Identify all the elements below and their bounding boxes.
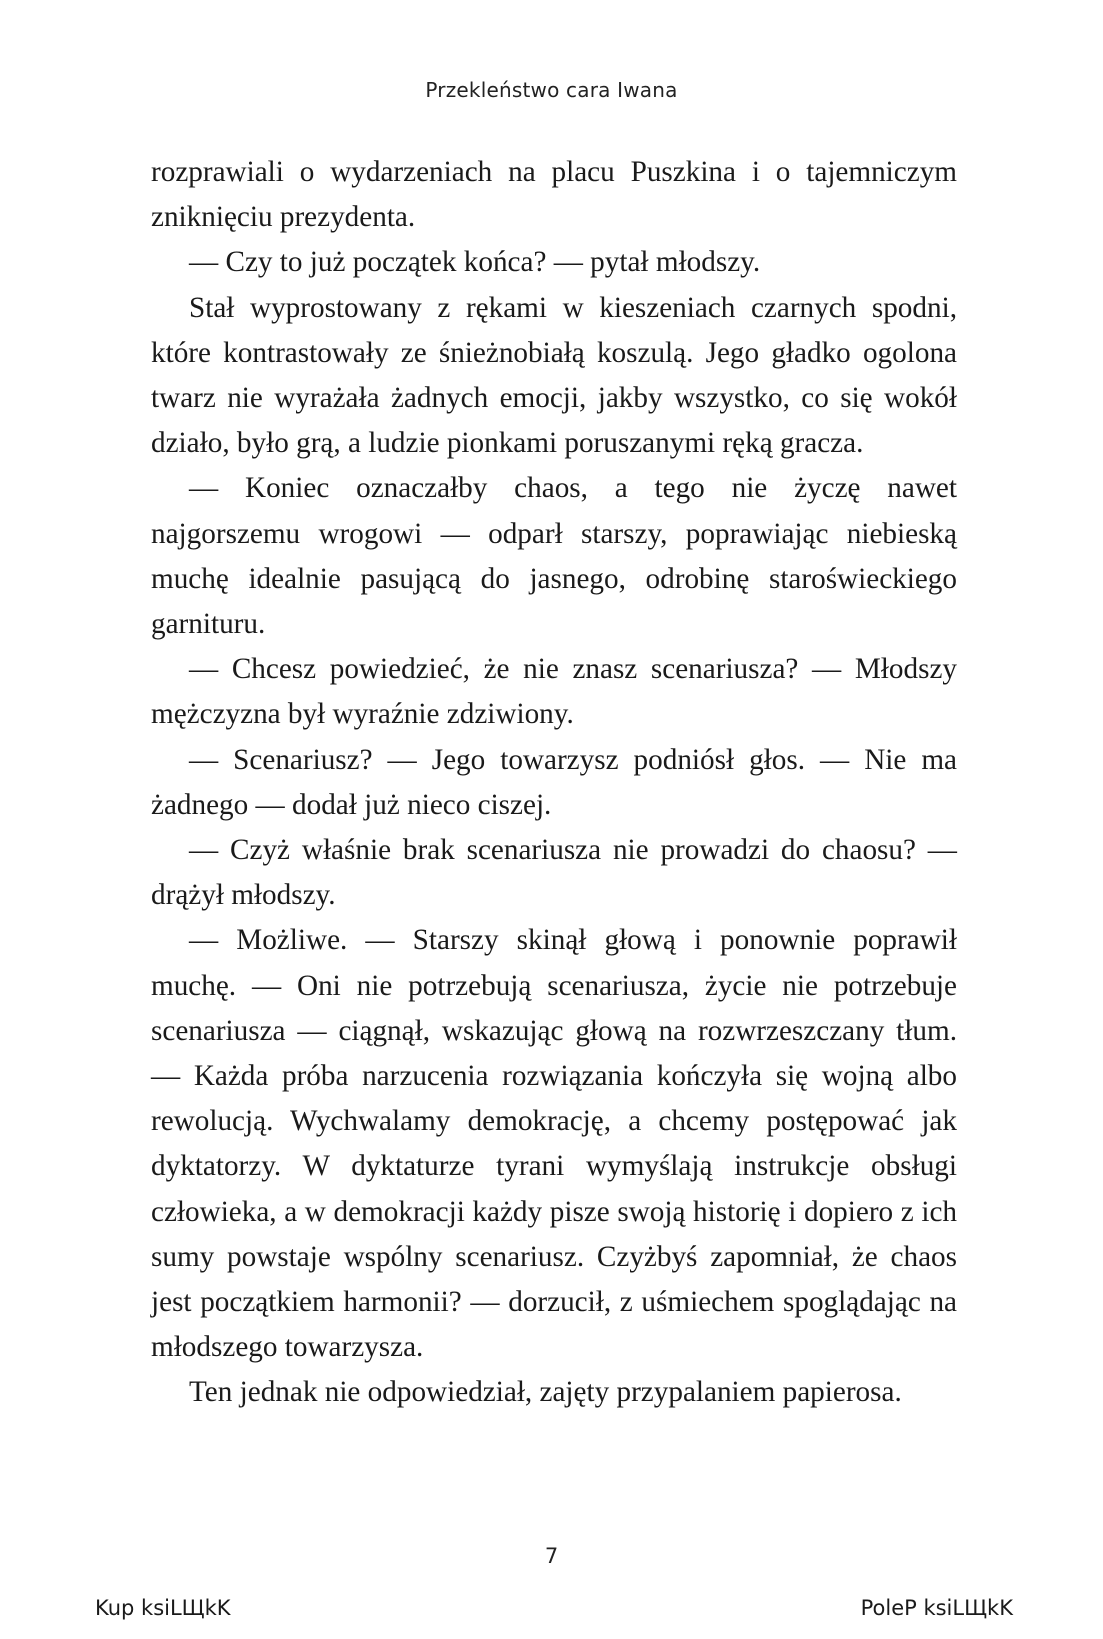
paragraph-5: — Chcesz powiedzieć, że nie znasz scenariusza? — Młodszy mężczyzna był wyraźnie zdziwiony. xyxy=(151,653,957,731)
page-body-text xyxy=(151,150,957,1416)
buy-book-link[interactable]: Kup ksiLЩkK xyxy=(95,1596,231,1620)
paragraph-8: — Możliwe. — Starszy skinął głową i ponownie poprawił muchę. — Oni nie potrzebują scenariusza, życie nie potrzebuje scenariusza — ciągnął, wskazując głową na rozwrzeszczany tłum. — Każda próba narzucenia rozwiązania kończyła się wojną albo rewolucją. Wychwalamy demokrację, a chcemy postępować jak dyktatorzy. W dyktaturze tyrani wymyślają instrukcje obsługi człowieka, a w demokracji każdy pisze swoją historię i dopiero z ich sumy powstaje wspólny scenariusz. Czyżbyś zapomniał, że chaos jest początkiem harmonii? — dorzucił, z uśmiechem spoglądając na młodszego towarzysza. xyxy=(151,924,957,1364)
recommend-book-link[interactable]: PoleP ksiLЩkK xyxy=(860,1596,1013,1620)
running-header-title: Przekleństwo cara Iwana xyxy=(425,78,678,102)
paragraph-3: Stał wyprostowany z rękami w kieszeniach czarnych spodni, które kontrastowały ze śnieżnobiałą koszulą. Jego gładko ogolona twarz nie wyrażała żadnych emocji, jakby wszystko, co się wokół działo, było grą, a ludzie pionkami poruszanymi ręką gracza. xyxy=(151,291,957,460)
paragraph-6: — Scenariusz? — Jego towarzysz podniósł głos. — Nie ma żadnego — dodał już nieco ciszej. xyxy=(151,743,957,821)
paragraph-2: — Czy to już początek końca? — pytał młodszy. xyxy=(189,246,761,279)
paragraph-7: — Czyż właśnie brak scenariusza nie prowadzi do chaosu? — drążył młodszy. xyxy=(151,834,957,912)
paragraph-1: rozprawiali o wydarzeniach na placu Puszkina i o tajemniczym zniknięciu prezydenta. xyxy=(151,156,957,234)
paragraph-4: — Koniec oznaczałby chaos, a tego nie życzę nawet najgorszemu wrogowi — odparł starszy, poprawiając niebieską muchę idealnie pasującą do jasnego, odrobinę staroświeckiego garnituru. xyxy=(151,472,957,641)
page-number: 7 xyxy=(544,1544,559,1568)
paragraph-9: Ten jednak nie odpowiedział, zajęty przypalaniem papierosa. xyxy=(189,1376,902,1409)
